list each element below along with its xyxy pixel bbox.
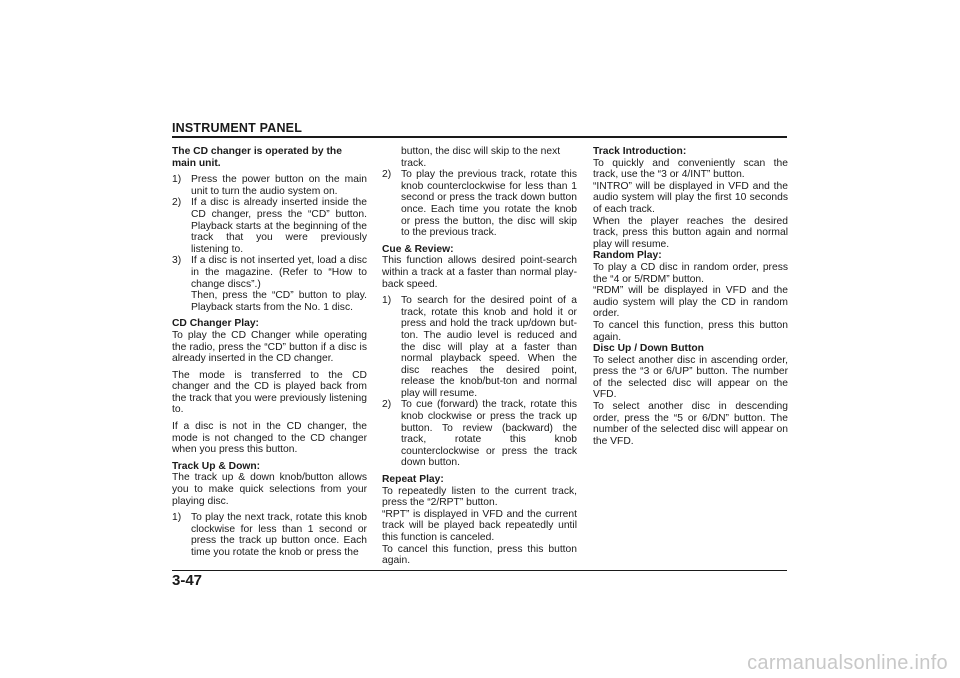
column-3 [593,146,788,447]
random-play-l2: “RDM” will be displayed in VFD and the audio system will play the CD in random order. [593,285,788,320]
random-play-heading: Random Play: [593,250,662,262]
step-number: 3) [172,255,182,267]
track-intro-heading: Track Introduction: [593,146,687,157]
step-text: To cue (forward) the track, rotate this knob clockwise or press the track up button. To review (backward) the track, rotate this knob counterclockwise or press the track down button. [401,399,577,469]
cue-review-heading: Cue & Review: [382,243,454,255]
list-item [382,295,577,399]
step-number: 1) [172,512,182,524]
step-number: 2) [382,169,392,181]
step-number: 2) [172,197,182,209]
disc-up-down-l1: To select another disc in ascending order, press the “3 or 6/UP” button. The number of the selected disc will appear on the VFD. [593,354,788,401]
step-text: To play the previous track, rotate this knob counterclockwise for less than 1 second or press the track down button once. Each time you rotate the knob or press the button, the disc will skip to the previous track. [401,169,577,239]
header-rule [172,136,787,138]
track-steps-list [172,512,367,558]
step-text: To search for the desired point of a track, rotate this knob and hold it or press and hold the track up/down but-ton. The audio level is reduced and the disc will play at a faster than normal playback speed. When the disc reaches the desired point, release the knob/but-ton and normal play will resume. [401,295,577,399]
column-1 [172,146,367,564]
step-number: 1) [172,174,182,186]
step-number: 2) [382,399,392,411]
step-continuation: Then, press the “CD” button to play. Playback starts from the No. 1 disc. [191,290,367,313]
cue-steps-list [382,295,577,469]
cd-changer-play-p3: If a disc is not in the CD changer, the mode is not changed to the CD changer when you press this button. [172,421,367,456]
disc-up-down-l2: To select another disc in descending order, press the “5 or 6/DN” button. The number of the selected disc will appear on the VFD. [593,401,788,447]
footer-rule [172,570,787,571]
cd-changer-play-p1: To play the CD Changer while operating the radio, press the “CD” button if a disc is already inserted in the CD changer. [172,329,367,365]
page-number: 3-47 [172,572,203,589]
watermark: carmanualsonline.info [747,652,948,674]
track-up-down-heading: Track Up & Down: [172,460,261,472]
cd-changer-play-heading: CD Changer Play: [172,318,259,330]
track-intro-l1: To quickly and conveniently scan the track, use the “3 or 4/INT” button. [593,157,788,181]
step-text: Press the power button on the main unit to turn the audio system on. [191,174,367,197]
repeat-play-heading: Repeat Play: [382,474,444,486]
cd-changer-play-p2: The mode is transferred to the CD changer and the CD is played back from the track that you were previously listening to. [172,369,367,416]
random-play-l3: To cancel this function, press this button again. [593,319,788,343]
cue-review-p1: This function allows desired point-search within a track at a faster than normal play-back speed. [382,255,577,290]
column-2 [382,146,577,567]
step-number: 1) [382,295,392,307]
list-item [172,174,367,197]
list-item [172,255,367,313]
intro-text: The CD changer is operated by the main unit. [172,146,342,169]
disc-up-down-heading: Disc Up / Down Button [593,343,704,355]
repeat-play-l2: “RPT” is displayed in VFD and the current track will be played back repeatedly until this function is canceled. [382,508,577,543]
random-play-l1: To play a CD disc in random order, press the “4 or 5/RDM” button. [593,261,788,285]
list-item [172,512,367,558]
list-item [382,399,577,469]
step-text: To play the next track, rotate this knob clockwise for less than 1 second or press the track up button once. Each time you rotate the knob or press the [191,512,367,558]
list-item [382,169,577,239]
power-steps-list [172,174,367,313]
track-intro-l3: When the player reaches the desired track, press this button again and normal play will resume. [593,215,788,250]
repeat-play-l3: To cancel this function, press this button again. [382,543,577,567]
list-item [172,197,367,255]
track-up-down-p1: The track up & down knob/button allows you to make quick selections from your playing disc. [172,472,367,507]
section-header: INSTRUMENT PANEL [172,121,303,135]
step-text: If a disc is not inserted yet, load a disc in the magazine. (Refer to “How to change discs”.) [191,255,367,290]
track-steps-list-cont [382,169,577,239]
repeat-play-l1: To repeatedly listen to the current track, press the “2/RPT” button. [382,485,577,509]
track-intro-l2: “INTRO” will be displayed in VFD and the audio system will play the first 10 seconds of each track. [593,180,788,215]
step-continuation: button, the disc will skip to the next track. [401,146,561,169]
step-text: If a disc is already inserted inside the CD changer, press the “CD” button. Playback starts at the beginning of the track that you were previously listening to. [191,197,367,255]
